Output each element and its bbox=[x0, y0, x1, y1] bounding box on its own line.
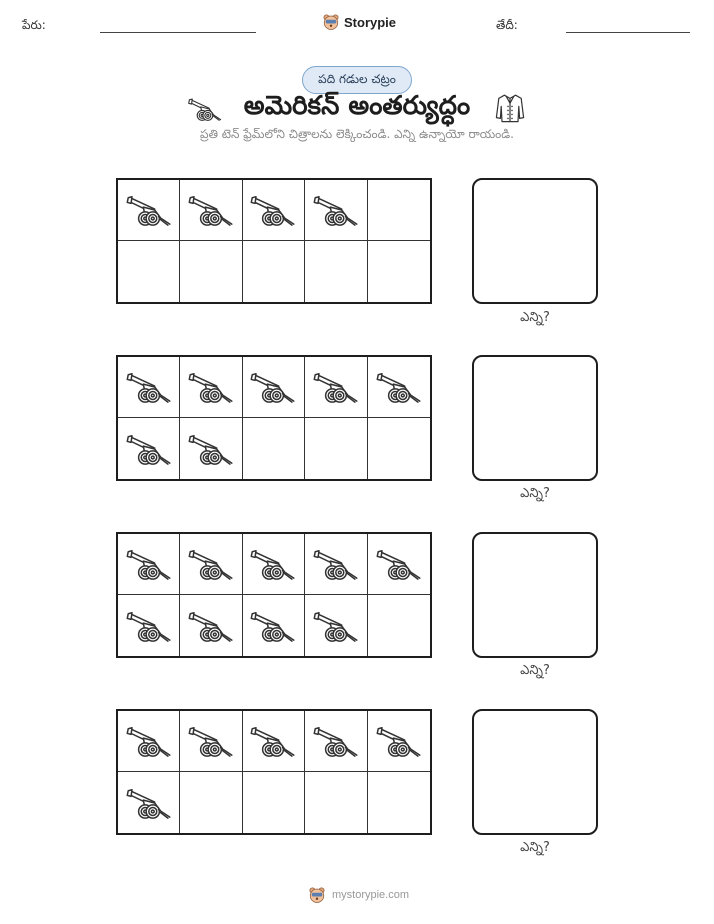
frame-cell bbox=[368, 595, 430, 656]
frame-cell bbox=[305, 772, 367, 833]
ten-frame-3 bbox=[116, 532, 432, 658]
frame-cell bbox=[180, 772, 242, 833]
frame-cell bbox=[305, 357, 367, 418]
frame-cell bbox=[118, 772, 180, 833]
frame-cell bbox=[368, 418, 430, 479]
frame-cell bbox=[180, 357, 242, 418]
frame-cell bbox=[368, 357, 430, 418]
cannon-icon bbox=[126, 786, 172, 820]
frame-cell bbox=[180, 595, 242, 656]
footer bbox=[308, 884, 409, 906]
frame-cell bbox=[243, 772, 305, 833]
cannon-icon bbox=[126, 724, 172, 758]
cannon-icon bbox=[250, 724, 296, 758]
answer-label-3: ఎన్ని? bbox=[520, 663, 550, 678]
frame-cell bbox=[305, 534, 367, 595]
answer-box-3[interactable] bbox=[472, 532, 598, 658]
brand-name: Storypie bbox=[344, 14, 397, 30]
frame-cell bbox=[118, 711, 180, 772]
footer-url[interactable]: mystorypie.com bbox=[332, 889, 410, 901]
frame-cell bbox=[368, 180, 430, 241]
cannon-icon bbox=[376, 547, 422, 581]
cannon-icon bbox=[313, 547, 359, 581]
frame-cell bbox=[243, 357, 305, 418]
frame-cell bbox=[305, 595, 367, 656]
frame-cell bbox=[180, 180, 242, 241]
cannon-icon bbox=[313, 609, 359, 643]
ten-frame-4 bbox=[116, 709, 432, 835]
frame-cell bbox=[180, 534, 242, 595]
answer-label-2: ఎన్ని? bbox=[520, 486, 550, 501]
page-title: అమెరికన్ అంతర్యుద్ధం bbox=[243, 91, 471, 121]
cannon-icon bbox=[126, 193, 172, 227]
cannon-icon bbox=[188, 96, 222, 122]
cannon-icon bbox=[188, 547, 234, 581]
answer-label-1: ఎన్ని? bbox=[520, 310, 550, 325]
storypie-mascot-icon bbox=[322, 13, 340, 31]
frame-cell bbox=[368, 534, 430, 595]
frame-cell bbox=[118, 534, 180, 595]
cannon-icon bbox=[188, 432, 234, 466]
name-label: పేరు: bbox=[22, 18, 46, 32]
frame-cell bbox=[305, 711, 367, 772]
cannon-icon bbox=[250, 370, 296, 404]
frame-cell bbox=[243, 595, 305, 656]
cannon-icon bbox=[250, 609, 296, 643]
instructions: ప్రతి టెన్ ఫ్రేమ్‌లోని చిత్రాలను లెక్కించండి. ఎన్ని ఉన్నాయో రాయండి. bbox=[200, 127, 514, 141]
frame-cell bbox=[118, 418, 180, 479]
frame-cell bbox=[180, 241, 242, 302]
frame-cell bbox=[305, 241, 367, 302]
frame-cell bbox=[118, 241, 180, 302]
frame-cell bbox=[368, 711, 430, 772]
name-line[interactable] bbox=[100, 32, 256, 33]
cannon-icon bbox=[376, 724, 422, 758]
ten-frame-1 bbox=[116, 178, 432, 304]
cannon-icon bbox=[126, 370, 172, 404]
date-label: తేదీ: bbox=[496, 18, 518, 32]
storypie-mascot-icon bbox=[308, 886, 326, 904]
frame-cell bbox=[118, 180, 180, 241]
frame-cell bbox=[243, 180, 305, 241]
frame-cell bbox=[243, 241, 305, 302]
answer-box-4[interactable] bbox=[472, 709, 598, 835]
answer-box-1[interactable] bbox=[472, 178, 598, 304]
brand-logo bbox=[322, 10, 396, 34]
cannon-icon bbox=[188, 609, 234, 643]
cannon-icon bbox=[313, 193, 359, 227]
answer-label-4: ఎన్ని? bbox=[520, 840, 550, 855]
cannon-icon bbox=[188, 370, 234, 404]
cannon-icon bbox=[188, 193, 234, 227]
frame-cell bbox=[118, 595, 180, 656]
frame-cell bbox=[305, 180, 367, 241]
frame-cell bbox=[368, 241, 430, 302]
cannon-icon bbox=[376, 370, 422, 404]
frame-cell bbox=[118, 357, 180, 418]
frame-cell bbox=[180, 711, 242, 772]
date-line[interactable] bbox=[566, 32, 690, 33]
frame-cell bbox=[243, 711, 305, 772]
military-coat-icon bbox=[494, 92, 526, 124]
cannon-icon bbox=[313, 370, 359, 404]
frame-cell bbox=[243, 534, 305, 595]
answer-box-2[interactable] bbox=[472, 355, 598, 481]
cannon-icon bbox=[126, 609, 172, 643]
cannon-icon bbox=[250, 193, 296, 227]
frame-cell bbox=[305, 418, 367, 479]
cannon-icon bbox=[188, 724, 234, 758]
ten-frame-2 bbox=[116, 355, 432, 481]
frame-cell bbox=[180, 418, 242, 479]
worksheet-type-badge: పది గడుల చట్రం bbox=[302, 66, 412, 94]
cannon-icon bbox=[126, 432, 172, 466]
cannon-icon bbox=[250, 547, 296, 581]
cannon-icon bbox=[313, 724, 359, 758]
frame-cell bbox=[243, 418, 305, 479]
cannon-icon bbox=[126, 547, 172, 581]
frame-cell bbox=[368, 772, 430, 833]
